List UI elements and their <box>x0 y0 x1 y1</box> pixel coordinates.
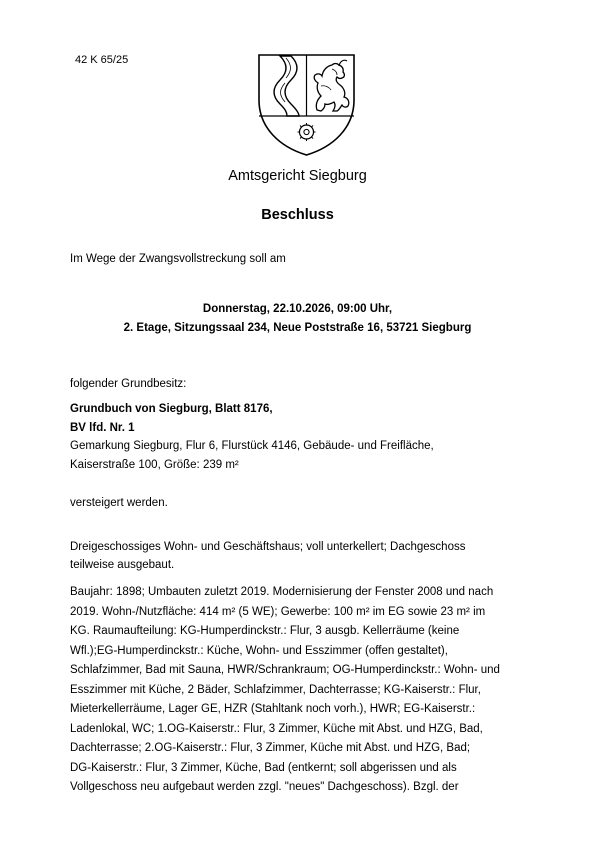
court-name: Amtsgericht Siegburg <box>228 168 367 184</box>
auction-location: 2. Etage, Sitzungssaal 234, Neue Poststraße 16, 53721 Siegburg <box>123 322 472 334</box>
details-line: Dachterrasse; 2.OG-Kaiserstr.: Flur, 3 Zimmer, Küche mit Abst. und HZG, Bad; <box>70 742 471 754</box>
details-line: KG. Raumaufteilung: KG-Humperdinckstr.: Flur, 3 ausgb. Kellerräume (keine <box>70 625 460 637</box>
details-line: Mieterkellerräume, Lager GE, HZR (Stahltank noch vorh.), HWR; EG-Kaiserstr.: <box>70 703 476 715</box>
case-number: 42 K 65/25 <box>75 54 129 66</box>
details-line: Ladenlokal, WC; 1.OG-Kaiserstr.: Flur, 3 Zimmer, Küche mit Abst. und HZG, Bad, <box>70 722 483 735</box>
property-details <box>70 583 540 798</box>
parcel-line-1: Gemarkung Siegburg, Flur 6, Flurstück 4146, Gebäude- und Freifläche, <box>70 440 434 452</box>
details-line: Wfl.);EG-Humperdinckstr.: Küche, Wohn- und Esszimmer (offen gestaltet), <box>70 644 448 657</box>
building-description-line-1: Dreigeschossiges Wohn- und Geschäftshaus; voll unterkellert; Dachgeschoss <box>70 541 466 553</box>
coat-of-arms-icon <box>255 52 358 157</box>
registry-line-2: BV lfd. Nr. 1 <box>70 422 135 434</box>
details-line: Vollgeschoss neu aufgebaut werden zzgl. "neues" Dachgeschoss). Bzgl. der <box>70 781 459 793</box>
details-line: Baujahr: 1898; Umbauten zuletzt 2019. Modernisierung der Fenster 2008 und nach <box>70 586 494 598</box>
registry-line-1: Grundbuch von Siegburg, Blatt 8176, <box>70 403 273 415</box>
details-line: Schlafzimmer, Bad mit Sauna, HWR/Schrankraum; OG-Humperdinckstr.: Wohn- und <box>70 664 500 676</box>
auction-date-time: Donnerstag, 22.10.2026, 09:00 Uhr, <box>202 303 393 315</box>
details-line: 2019. Wohn-/Nutzfläche: 414 m² (5 WE); Gewerbe: 100 m² im EG sowie 23 m² im <box>70 605 486 618</box>
details-line: DG-Kaiserstr.: Flur, 3 Zimmer, Küche, Bad (entkernt; soll abgerissen und als <box>70 761 457 774</box>
building-description-line-2: teilweise ausgebaut. <box>70 559 175 571</box>
details-line: Esszimmer mit Küche, 2 Bäder, Schlafzimmer, Dachterrasse; KG-Kaiserstr.: Flur, <box>70 683 481 696</box>
parcel-line-2: Kaiserstraße 100, Größe: 239 m² <box>70 459 239 471</box>
property-intro: folgender Grundbesitz: <box>70 378 187 390</box>
intro-text: Im Wege der Zwangsvollstreckung soll am <box>70 253 286 265</box>
document-type-heading: Beschluss <box>261 207 334 223</box>
auction-statement: versteigert werden. <box>70 497 168 509</box>
